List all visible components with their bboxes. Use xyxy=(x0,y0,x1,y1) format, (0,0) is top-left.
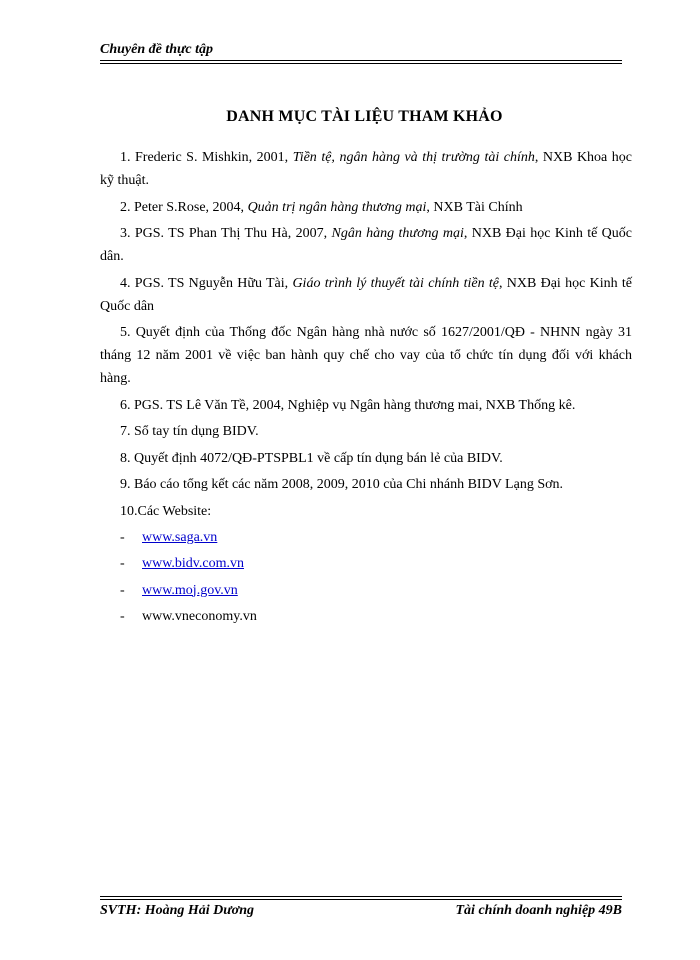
reference-item-8: 8. Quyết định 4072/QĐ-PTSPBL1 về cấp tín dụng bán lẻ của BIDV. xyxy=(120,450,503,466)
reference-item-6: 6. PGS. TS Lê Văn Tề, 2004, Nghiệp vụ Ngân hàng thương mai, NXB Thống kê. xyxy=(120,397,576,413)
header-title: Chuyên đề thực tập xyxy=(100,42,214,57)
website-item xyxy=(100,552,632,575)
list-dash: - xyxy=(120,609,125,624)
page-header xyxy=(100,42,622,64)
header-rule xyxy=(100,60,622,64)
reference-item-7: 7. Sổ tay tín dụng BIDV. xyxy=(120,424,259,439)
website-link-bidv[interactable]: www.bidv.com.vn xyxy=(142,556,245,571)
reference-item-2: 2. Peter S.Rose, 2004, Quản trị ngân hàng thương mại, NXB Tài Chính xyxy=(120,199,523,215)
website-link-moj[interactable]: www.moj.gov.vn xyxy=(142,582,238,598)
list-dash: - xyxy=(120,582,125,598)
reference-item-5: 5. Quyết định của Thống đốc Ngân hàng nhà nước số 1627/2001/QĐ - NHNN ngày 31 tháng 12 năm 2001 về việc ban hành quy chế cho vay của tổ chức tín dụng đối với khách hàng. xyxy=(100,325,632,386)
page-title: DANH MỤC TÀI LIỆU THAM KHẢO xyxy=(226,108,503,125)
list-dash: - xyxy=(120,556,125,571)
website-item xyxy=(100,605,632,628)
website-item xyxy=(100,526,632,549)
website-link-saga[interactable]: www.saga.vn xyxy=(142,529,218,545)
footer-rule xyxy=(100,896,622,900)
footer-student: SVTH: Hoàng Hải Dương xyxy=(100,903,254,918)
references-list xyxy=(100,146,632,632)
websites-label: 10.Các Website: xyxy=(120,503,212,519)
footer-class: Tài chính doanh nghiệp 49B xyxy=(455,903,622,918)
reference-item-3: 3. PGS. TS Phan Thị Thu Hà, 2007, Ngân hàng thương mại, NXB Đại học Kinh tế Quốc dân. xyxy=(100,226,632,264)
website-text-vneconomy: www.vneconomy.vn xyxy=(142,609,257,624)
reference-item-4: 4. PGS. TS Nguyễn Hữu Tài, Giáo trình lý thuyết tài chính tiền tệ, NXB Đại học Kinh tế Quốc dân xyxy=(100,275,632,314)
list-dash: - xyxy=(120,529,125,545)
reference-item-1: 1. Frederic S. Mishkin, 2001, Tiền tệ, ngân hàng và thị trường tài chính, NXB Khoa học kỹ thuật. xyxy=(100,150,632,188)
page-footer xyxy=(100,896,622,920)
reference-item-9: 9. Báo cáo tổng kết các năm 2008, 2009, 2010 của Chi nhánh BIDV Lạng Sơn. xyxy=(120,477,564,492)
website-item xyxy=(100,579,632,602)
